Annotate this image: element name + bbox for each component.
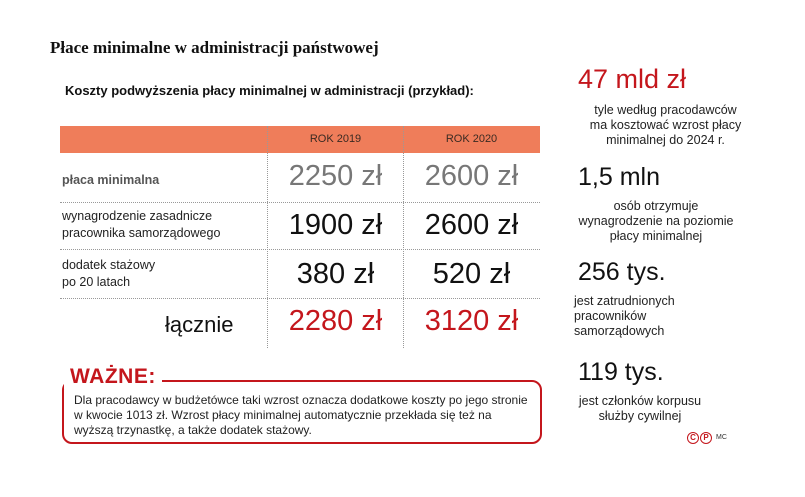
row-label-minimum-wage: płaca minimalna: [62, 173, 160, 187]
row-label-line: dodatek stażowy: [62, 258, 156, 272]
value-base-salary-2019: 1900 zł: [288, 209, 383, 241]
stat-desc-line: osób otrzymuje: [613, 199, 699, 213]
stat-desc-line: jest członków korpusu: [578, 394, 702, 408]
value-minimum-wage-2020: 2600 zł: [424, 160, 519, 192]
author-credit: MC: [716, 434, 727, 441]
page-title: Płace minimalne w administracji państwowej: [50, 38, 379, 57]
value-base-salary-2020: 2600 zł: [424, 209, 519, 241]
value-minimum-wage-2019: 2250 zł: [288, 160, 383, 192]
row-divider: [60, 298, 540, 299]
stat-value-civil-service: 119 tys.: [578, 358, 664, 386]
stat-desc-cost: [578, 103, 753, 148]
row-label-line: po 20 latach: [62, 275, 131, 289]
stat-desc-line: minimalnej do 2024 r.: [606, 133, 725, 147]
note-title: WAŻNE:: [64, 365, 162, 389]
stat-desc-local-employees: [574, 294, 694, 339]
stat-value-earners: 1,5 mln: [578, 163, 660, 191]
table-subtitle: Koszty podwyższenia płacy minimalnej w administracji (przykład):: [65, 83, 474, 98]
column-header-2020: ROK 2020: [445, 133, 498, 145]
stat-desc-line: ma kosztować wzrost płacy: [589, 118, 742, 132]
row-label-seniority-bonus: [62, 257, 155, 291]
stat-value-cost: 47 mld zł: [578, 64, 687, 94]
value-seniority-bonus-2020: 520 zł: [432, 258, 511, 290]
row-divider: [60, 249, 540, 250]
logo-c-icon: C: [687, 432, 699, 444]
stat-desc-line: pracowników: [574, 309, 647, 323]
value-total-2020: 3120 zł: [424, 305, 519, 337]
stat-desc-line: tyle według pracodawców: [594, 103, 737, 117]
column-header-2019: ROK 2019: [309, 133, 362, 145]
logo-p-icon: P: [700, 432, 712, 444]
row-label-line: pracownika samorządowego: [62, 226, 221, 240]
stat-desc-line: służby cywilnej: [598, 409, 682, 423]
stat-desc-line: wynagrodzenie na poziomie: [578, 214, 734, 228]
stat-value-local-employees: 256 tys.: [578, 258, 666, 286]
publisher-logo: [687, 431, 713, 444]
stat-desc-civil-service: [570, 394, 710, 424]
value-total-2019: 2280 zł: [288, 305, 383, 337]
stat-desc-line: płacy minimalnej: [609, 229, 703, 243]
stat-desc-earners: [566, 199, 746, 244]
stat-desc-line: samorządowych: [574, 324, 665, 338]
total-label: łącznie: [165, 312, 234, 337]
row-divider: [60, 202, 540, 203]
stat-desc-line: jest zatrudnionych: [574, 294, 675, 308]
row-label-line: wynagrodzenie zasadnicze: [62, 209, 213, 223]
value-seniority-bonus-2019: 380 zł: [296, 258, 375, 290]
note-text: Dla pracodawcy w budżetówce taki wzrost oznacza dodatkowe koszty po jego stronie w kwocie 1013 zł. Wzrost płacy minimalnej automatycznie przekłada się też na wyższą trzynastkę, a także dodatek stażowy.: [74, 393, 528, 437]
row-label-base-salary: [62, 208, 220, 242]
